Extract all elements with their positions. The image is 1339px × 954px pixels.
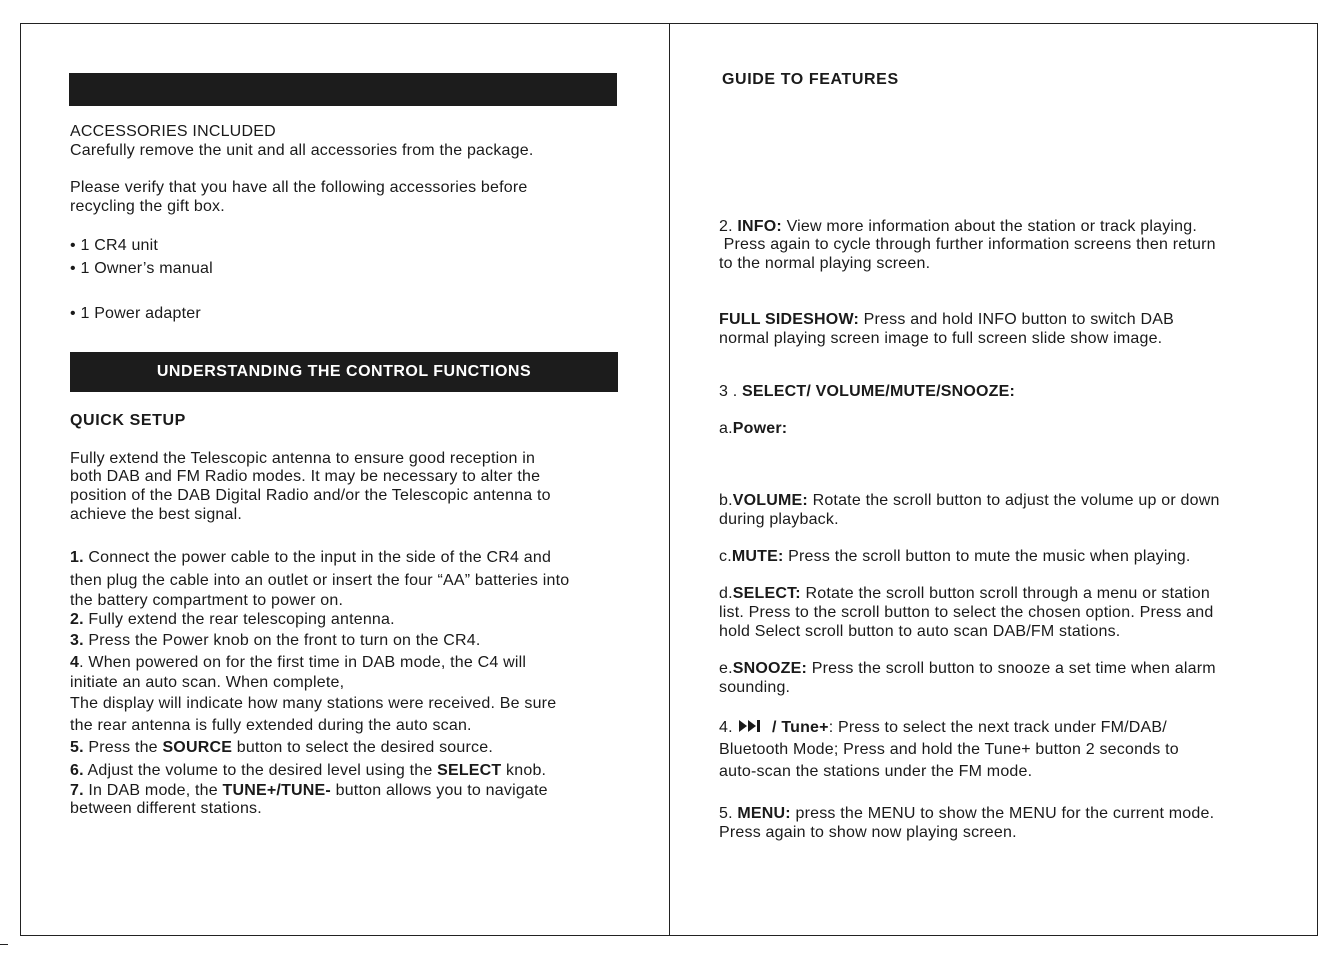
select-heading [719,382,1015,401]
item-text: Press the scroll button to snooze a set time when alarm [807,660,1216,677]
next-track-icon [737,719,767,738]
step-number: 6. [70,762,84,779]
step-1-line-2: then plug the cable into an outlet or insert the four “AA” batteries into [70,572,570,589]
tune-line-3: auto-scan the stations under the FM mode. [719,763,1033,780]
accessory-item: • 1 Owner’s manual [70,260,213,277]
source-keyword: SOURCE [162,739,233,756]
mute-label: MUTE: [731,548,784,565]
item-text: Press the scroll button to mute the music when playing. [783,548,1191,565]
menu-label: MENU: [737,805,791,822]
volume-label: VOLUME: [732,492,808,509]
step-text: button to select the desired source. [232,739,493,756]
snooze-line-2: sounding. [719,679,791,696]
step-5 [70,738,493,757]
step-text: . When powered on for the first time in DAB mode, the C4 will [79,654,527,671]
step-4-line-1 [70,653,526,672]
info-line-3: to the normal playing screen. [719,255,931,272]
volume-line-2: during playback. [719,511,839,528]
item-text: press the MENU to show the MENU for the current mode. [790,805,1215,822]
info-line-1 [719,217,1197,236]
step-text: button allows you to navigate [330,782,548,799]
info-line-2: Press again to cycle through further information screens then return [719,236,1216,253]
step-7-line-1 [70,781,548,800]
step-1-line-1 [70,548,551,567]
item-text: Rotate the scroll button scroll through a menu or station [800,585,1210,602]
step-7-line-2: between different stations. [70,800,262,817]
tune-line-1 [719,718,1167,738]
step-text: Connect the power cable to the input in the side of the CR4 and [83,549,552,566]
volume-line-1 [719,491,1220,510]
intro-line-1: Fully extend the Telescopic antenna to ensure good reception in [70,450,536,467]
step-number: 7. [70,782,84,799]
item-text: : Press to select the next track under FM/DAB/ [828,719,1167,736]
step-number: 2. [70,611,84,628]
menu-line-1 [719,804,1214,823]
tune-keyword: TUNE+/TUNE- [222,782,331,799]
item-text: Press and hold INFO button to switch DAB [859,311,1175,328]
item-prefix: b. [719,492,733,509]
step-3 [70,631,481,650]
item-number: 5. [719,805,738,822]
tune-label: / Tune+ [767,719,829,736]
item-number: 4. [719,719,738,736]
step-text: In DAB mode, the [83,782,223,799]
header-bar [69,73,617,106]
mute-item [719,547,1190,566]
accessories-heading: ACCESSORIES INCLUDED [70,123,276,140]
power-item [719,419,787,438]
power-label: Power: [732,420,788,437]
select-keyword: SELECT [437,762,502,779]
full-sideshow-line-2: normal playing screen image to full screen slide show image. [719,330,1163,347]
step-text: Adjust the volume to the desired level using the [83,762,438,779]
step-2 [70,610,395,629]
accessories-intro: Carefully remove the unit and all accessories from the package. [70,142,534,159]
snooze-line-1 [719,659,1216,678]
section-title-bar: UNDERSTANDING THE CONTROL FUNCTIONS [70,352,618,392]
item-number: 3 . [719,383,743,400]
step-number: 4 [70,654,80,671]
step-4-line-3: The display will indicate how many stations were received. Be sure [70,695,557,712]
select-label: SELECT: [732,585,801,602]
menu-line-2: Press again to show now playing screen. [719,824,1017,841]
crop-mark [0,944,8,945]
full-sideshow-label: FULL SIDESHOW: [719,311,859,328]
info-label: INFO: [737,218,782,235]
intro-line-2: both DAB and FM Radio modes. It may be necessary to alter the [70,468,541,485]
accessory-item: • 1 CR4 unit [70,237,159,254]
step-6 [70,761,546,780]
select-line-1 [719,584,1210,603]
verify-line-1: Please verify that you have all the following accessories before [70,179,528,196]
item-number: 2. [719,218,738,235]
item-text: View more information about the station or track playing. [781,218,1198,235]
select-line-3: hold Select scroll button to auto scan DAB/FM stations. [719,623,1121,640]
item-prefix: a. [719,420,733,437]
full-sideshow-line-1 [719,310,1174,329]
step-text: knob. [501,762,547,779]
item-prefix: d. [719,585,733,602]
snooze-label: SNOOZE: [732,660,808,677]
intro-line-3: position of the DAB Digital Radio and/or the Telescopic antenna to [70,487,551,504]
step-4-line-2: initiate an auto scan. When complete, [70,674,345,691]
page-divider [669,23,670,936]
step-number: 1. [70,549,84,566]
item-prefix: e. [719,660,733,677]
intro-line-4: achieve the best signal. [70,506,243,523]
accessory-item: • 1 Power adapter [70,305,201,322]
step-1-line-3: the battery compartment to power on. [70,592,344,609]
quick-setup-heading: QUICK SETUP [70,412,186,429]
step-number: 5. [70,739,84,756]
item-text: Rotate the scroll button to adjust the volume up or down [807,492,1220,509]
select-line-2: list. Press to the scroll button to select the chosen option. Press and [719,604,1214,621]
verify-line-2: recycling the gift box. [70,198,225,215]
tune-line-2: Bluetooth Mode; Press and hold the Tune+ button 2 seconds to [719,741,1179,758]
item-prefix: c. [719,548,732,565]
select-heading-label: SELECT/ VOLUME/MUTE/SNOOZE: [742,383,1016,400]
step-number: 3. [70,632,84,649]
guide-heading: GUIDE TO FEATURES [722,71,899,88]
step-text: Press the Power knob on the front to turn on the CR4. [83,632,481,649]
step-4-line-4: the rear antenna is fully extended during the auto scan. [70,717,472,734]
step-text: Fully extend the rear telescoping antenna. [83,611,395,628]
step-text: Press the [83,739,163,756]
